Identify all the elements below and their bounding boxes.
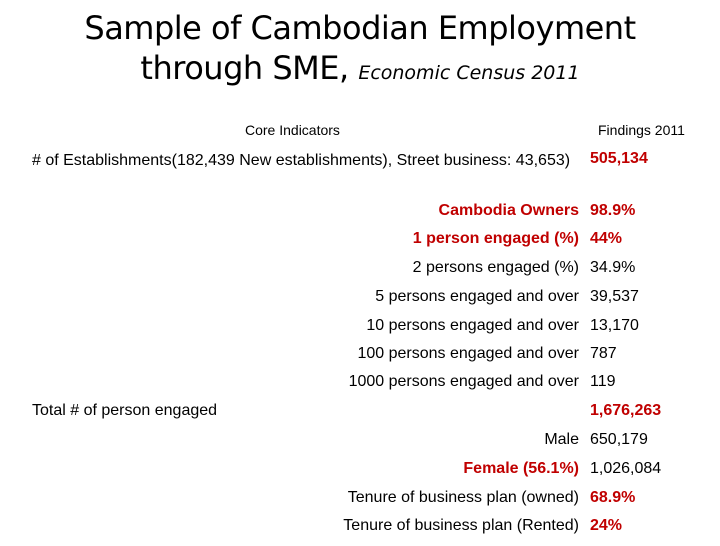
row-value-5-persons: 39,537 <box>590 288 639 305</box>
total-value: 1,676,263 <box>590 402 662 419</box>
table-row <box>0 317 720 346</box>
row-value-2-persons: 34.9% <box>590 259 636 276</box>
row-label-1-person: 1 person engaged (%) <box>412 230 579 247</box>
title-line-1: Sample of Cambodian Employment <box>84 9 636 47</box>
row-value-1000-persons: 119 <box>590 373 616 390</box>
table-row <box>0 431 720 460</box>
row-label-100-persons: 100 persons engaged and over <box>357 345 579 362</box>
row-value-tenure-rented: 24% <box>590 517 623 534</box>
row-value-tenure-owned: 68.9% <box>590 489 636 506</box>
table-row <box>0 288 720 317</box>
header-core-indicators: Core Indicators <box>245 122 340 138</box>
table-row <box>0 489 720 518</box>
slide-title <box>0 8 720 93</box>
establishments-value: 505,134 <box>590 150 648 167</box>
table-row <box>0 345 720 374</box>
row-label-female: Female (56.1%) <box>463 460 579 477</box>
row-label-2-persons: 2 persons engaged (%) <box>412 259 579 276</box>
table-row <box>0 460 720 489</box>
table-row <box>0 230 720 259</box>
title-line-2 <box>0 48 720 93</box>
row-label-tenure-rented: Tenure of business plan (Rented) <box>343 517 579 534</box>
title-subtitle: Economic Census 2011 <box>358 62 580 84</box>
table-row <box>0 259 720 288</box>
row-value-male: 650,179 <box>590 431 648 448</box>
title-line-2-main: through SME, <box>140 49 349 87</box>
row-value-10-persons: 13,170 <box>590 317 639 334</box>
establishments-label: # of Establishments(182,439 New establishments), Street business: 43,653) <box>32 152 571 169</box>
row-label-10-persons: 10 persons engaged and over <box>366 317 579 334</box>
row-label-5-persons: 5 persons engaged and over <box>375 288 579 305</box>
table-row <box>0 373 720 402</box>
table-row <box>0 202 720 231</box>
row-value-1-person: 44% <box>590 230 623 247</box>
row-label-1000-persons: 1000 persons engaged and over <box>348 373 579 390</box>
row-value-100-persons: 787 <box>590 345 617 362</box>
row-label-owners: Cambodia Owners <box>438 202 579 219</box>
row-label-male: Male <box>544 431 579 448</box>
header-findings: Findings 2011 <box>598 122 685 138</box>
row-value-female: 1,026,084 <box>590 460 662 477</box>
total-label: Total # of person engaged <box>32 402 218 419</box>
row-value-owners: 98.9% <box>590 202 636 219</box>
row-label-tenure-owned: Tenure of business plan (owned) <box>347 489 579 506</box>
table-row <box>0 517 720 546</box>
